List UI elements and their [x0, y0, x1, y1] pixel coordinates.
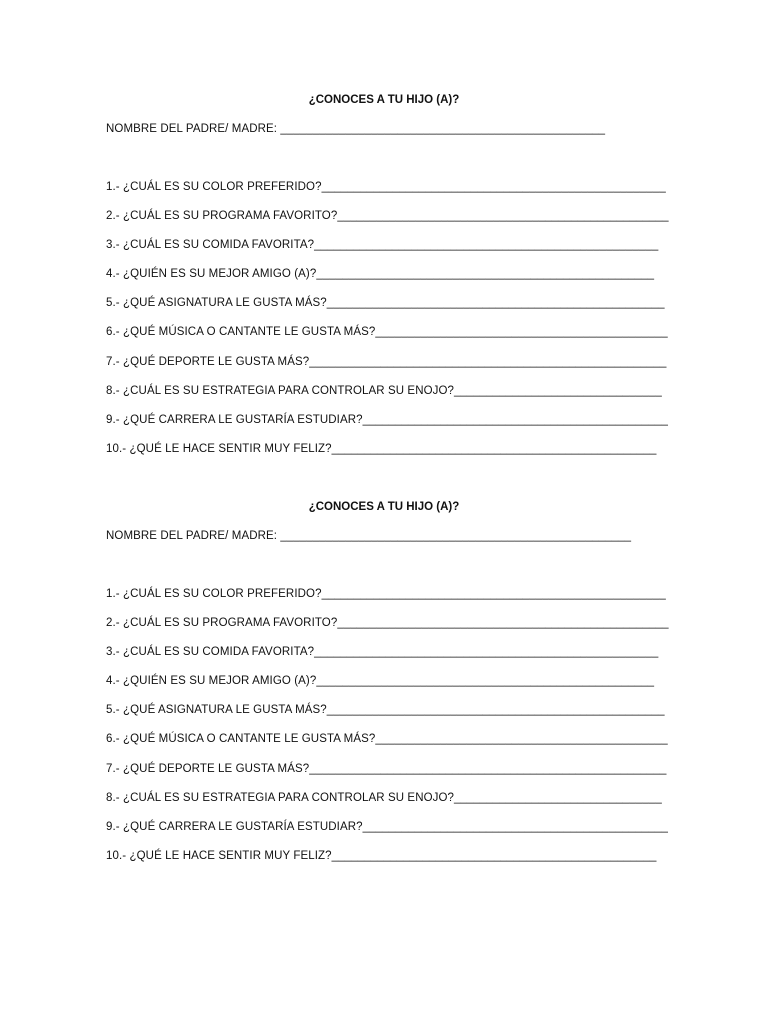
question-text: 3.- ¿CUÁL ES SU COMIDA FAVORITA?_____________________________________________________: [106, 239, 659, 252]
question-text: 9.- ¿QUÉ CARRERA LE GUSTARÍA ESTUDIAR?_______________________________________________: [106, 413, 668, 426]
form-title: ¿CONOCES A TU HIJO (A)?: [308, 94, 460, 106]
question-item: [106, 703, 666, 732]
question-item: [106, 820, 666, 849]
question-text: 5.- ¿QUÉ ASIGNATURA LE GUSTA MÁS?____________________________________________________: [106, 704, 665, 717]
question-item: [106, 180, 666, 209]
question-item: [106, 732, 666, 761]
question-item: [106, 267, 666, 296]
question-item: [106, 209, 669, 238]
question-text: 7.- ¿QUÉ DEPORTE LE GUSTA MÁS?_______________________________________________________: [106, 762, 667, 775]
question-item: [106, 762, 666, 791]
question-text: 1.- ¿CUÁL ES SU COLOR PREFERIDO?_____________________________________________________: [106, 181, 666, 193]
question-text: 2.- ¿CUÁL ES SU PROGRAMA FAVORITO?___________________________________________________: [106, 210, 669, 223]
parent-name-line: NOMBRE DEL PADRE/ MADRE: ______________________________________________________: [106, 530, 632, 542]
question-text: 10.- ¿QUÉ LE HACE SENTIR MUY FELIZ?__________________________________________________: [106, 442, 657, 455]
question-text: 6.- ¿QUÉ MÚSICA O CANTANTE LE GUSTA MÁS?_____________________________________________: [106, 733, 668, 746]
question-item: [106, 325, 666, 354]
questionnaire-form-1: [106, 93, 669, 471]
question-text: 9.- ¿QUÉ CARRERA LE GUSTARÍA ESTUDIAR?_______________________________________________: [106, 820, 668, 833]
question-item: [106, 413, 666, 442]
questionnaire-form-2: [106, 500, 669, 878]
question-text: 1.- ¿CUÁL ES SU COLOR PREFERIDO?_____________________________________________________: [106, 588, 666, 600]
question-text: 6.- ¿QUÉ MÚSICA O CANTANTE LE GUSTA MÁS?_____________________________________________: [106, 326, 668, 339]
question-item: [106, 238, 666, 267]
form-title: ¿CONOCES A TU HIJO (A)?: [308, 501, 460, 513]
question-text: 7.- ¿QUÉ DEPORTE LE GUSTA MÁS?_______________________________________________________: [106, 355, 667, 368]
question-text: 5.- ¿QUÉ ASIGNATURA LE GUSTA MÁS?____________________________________________________: [106, 297, 665, 310]
question-item: [106, 442, 666, 471]
question-item: [106, 849, 666, 878]
question-item: [106, 296, 666, 325]
question-list: [106, 180, 669, 471]
question-text: 2.- ¿CUÁL ES SU PROGRAMA FAVORITO?___________________________________________________: [106, 617, 669, 630]
question-item: [106, 384, 666, 413]
question-item: [106, 616, 669, 645]
question-text: 10.- ¿QUÉ LE HACE SENTIR MUY FELIZ?__________________________________________________: [106, 849, 657, 862]
question-text: 4.- ¿QUIÉN ES SU MEJOR AMIGO (A)?____________________________________________________: [106, 675, 655, 688]
question-item: [106, 355, 666, 384]
question-text: 8.- ¿CUÁL ES SU ESTRATEGIA PARA CONTROLAR SU ENOJO?________________________________: [106, 791, 662, 804]
question-item: [106, 674, 666, 703]
question-text: 8.- ¿CUÁL ES SU ESTRATEGIA PARA CONTROLAR SU ENOJO?________________________________: [106, 384, 662, 397]
question-text: 3.- ¿CUÁL ES SU COMIDA FAVORITA?_____________________________________________________: [106, 646, 659, 659]
question-list: [106, 587, 669, 878]
question-item: [106, 645, 666, 674]
question-text: 4.- ¿QUIÉN ES SU MEJOR AMIGO (A)?____________________________________________________: [106, 268, 655, 281]
parent-name-line: NOMBRE DEL PADRE/ MADRE: __________________________________________________: [106, 123, 606, 135]
question-item: [106, 587, 666, 616]
question-item: [106, 791, 666, 820]
